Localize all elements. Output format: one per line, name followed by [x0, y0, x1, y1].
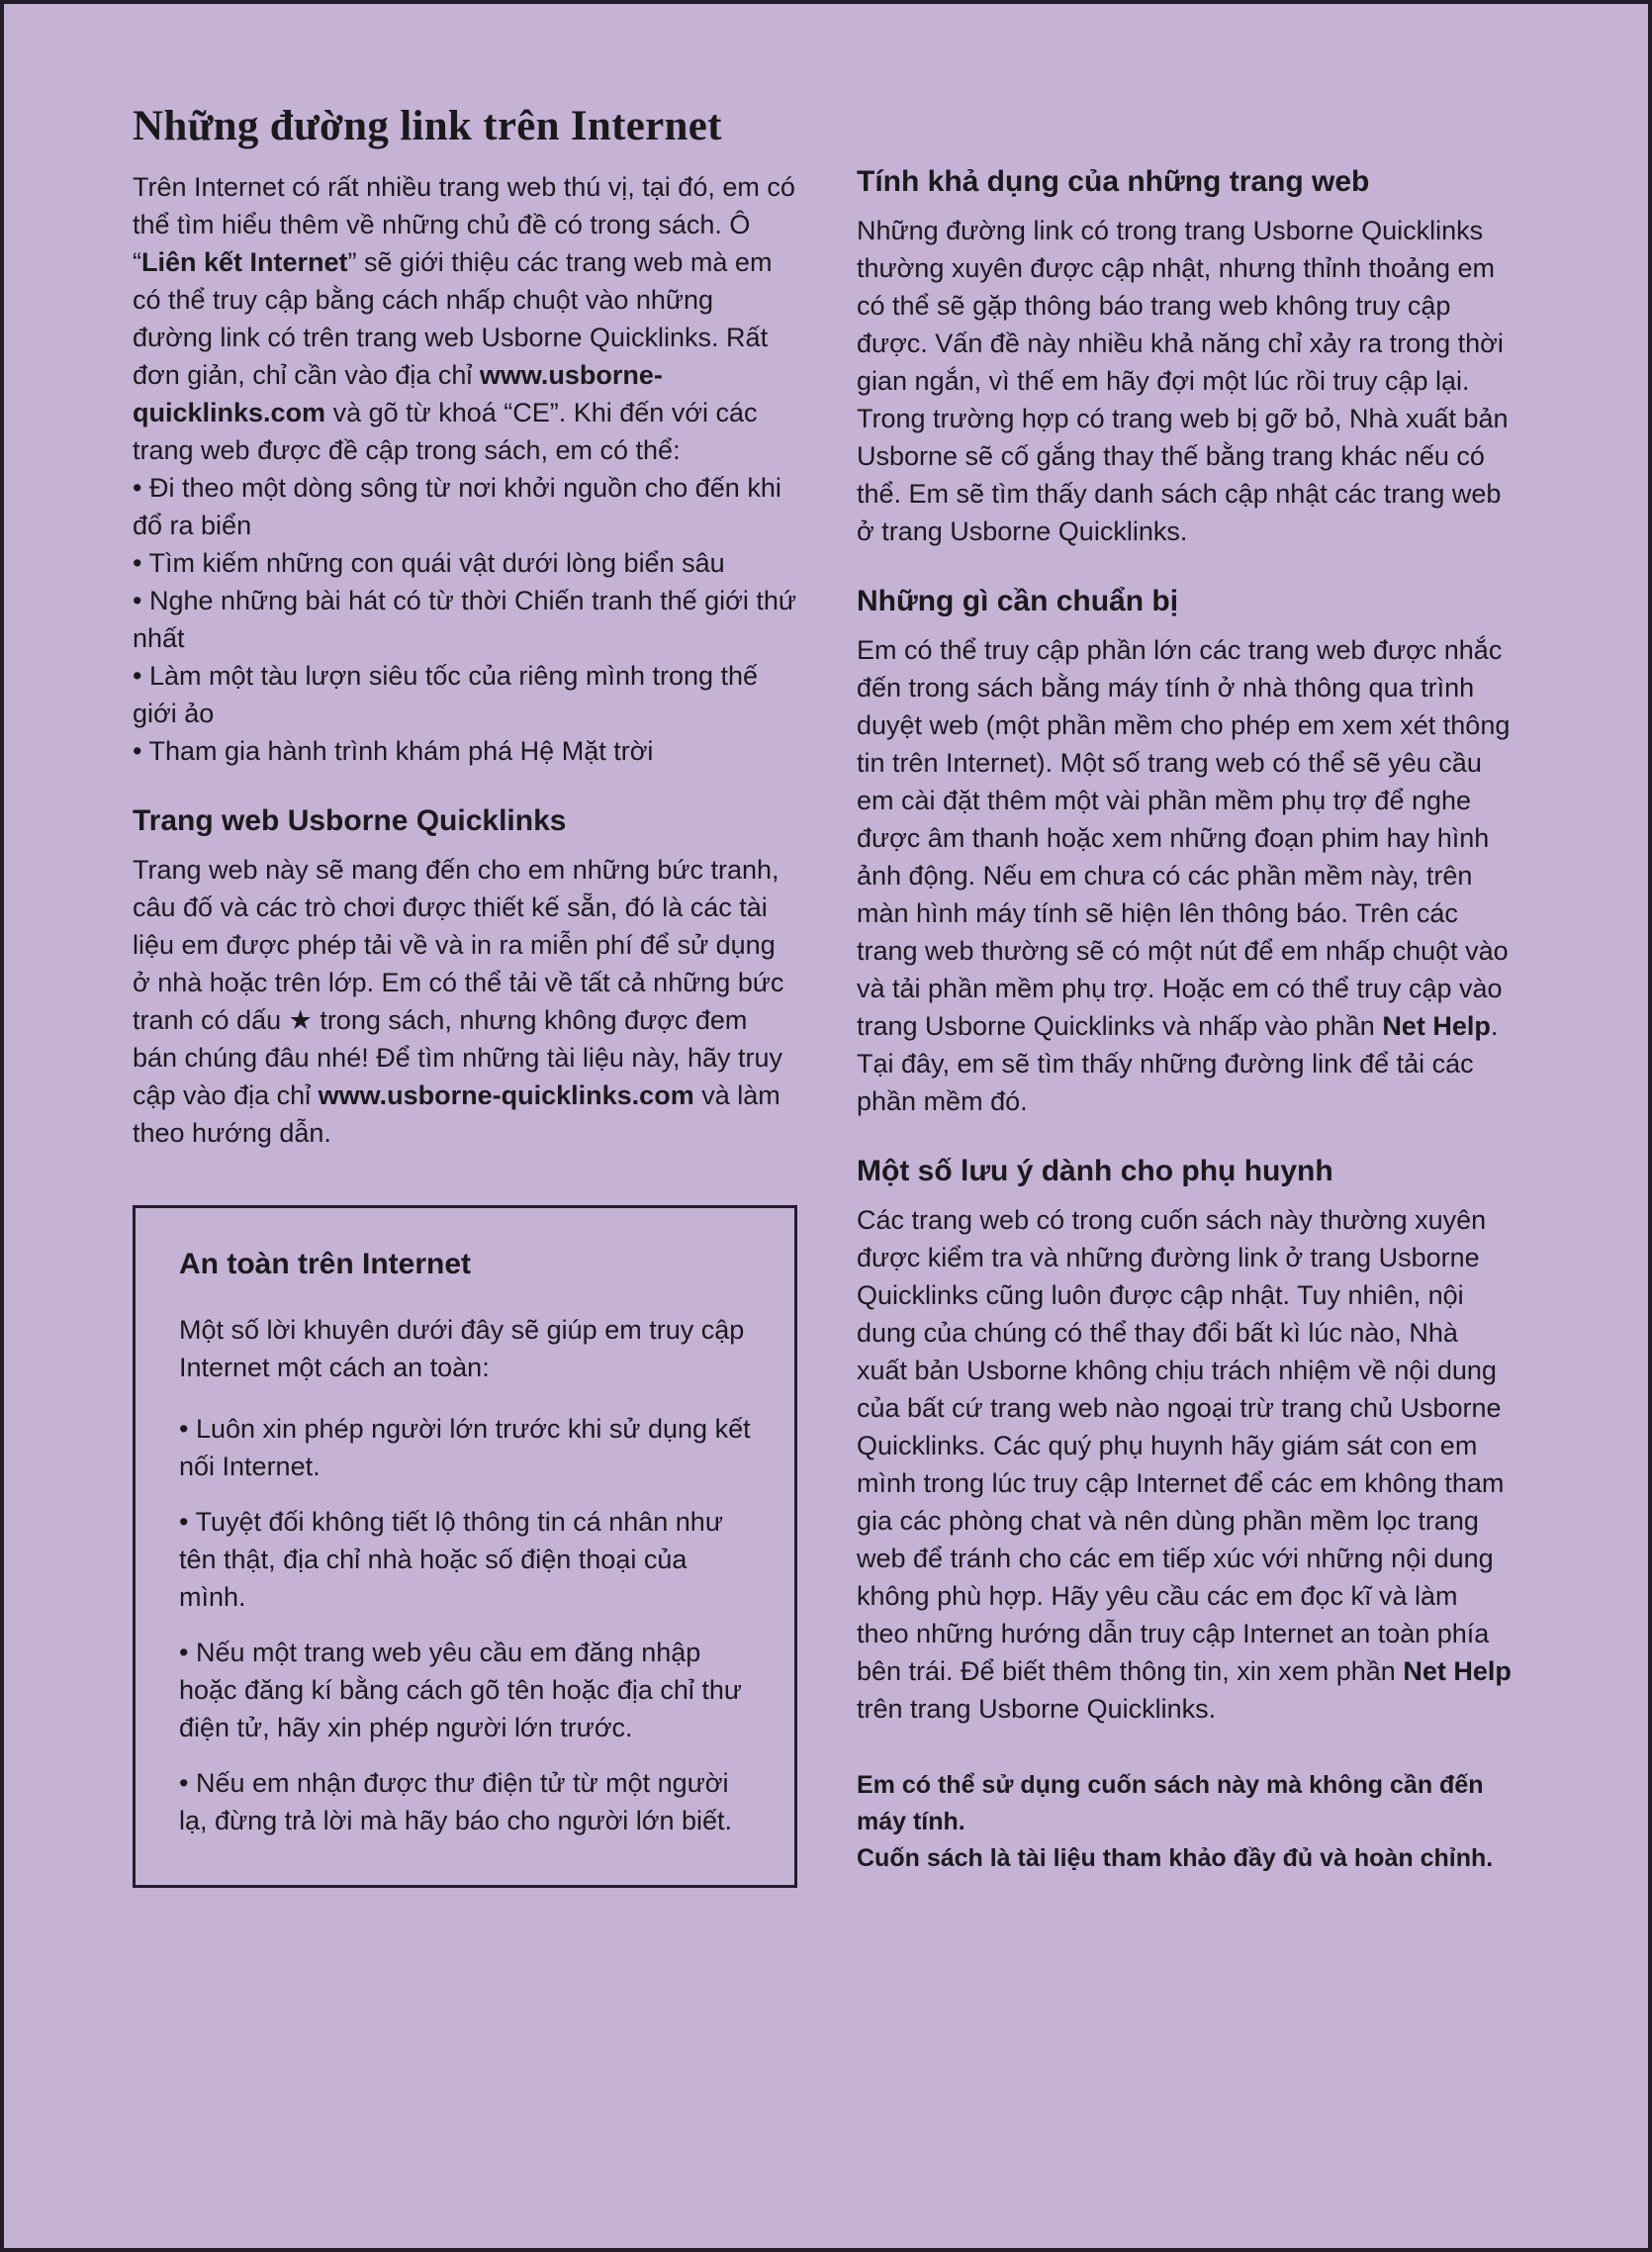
section-heading: Tính khả dụng của những trang web: [857, 165, 1370, 198]
text-segment: . Tại đây, em sẽ tìm thấy những đường link để tải các phần mềm đó.: [857, 1011, 1499, 1116]
section-paragraph: [857, 212, 1514, 550]
text-segment: Những đường link có trong trang Usborne Quicklinks thường xuyên được cập nhật, nhưng thỉnh thoảng em có thể sẽ gặp thông báo trang web không truy cập được. Vấn đề này nhiều khả năng chỉ xảy ra trong thời gian ngắn, vì thế em hãy đợi một lúc rồi truy cập lại. Trong trường hợp có trang web bị gỡ bỏ, Nhà xuất bản Usborne sẽ cố gắng thay thế bằng trang khác nếu có thể. Em sẽ tìm thấy danh sách cập nhật các trang web ở trang Usborne Quicklinks.: [857, 216, 1509, 546]
bold-text: Net Help: [1403, 1656, 1512, 1686]
bullet-item: • Làm một tàu lượn siêu tốc của riêng mình trong thế giới ảo: [133, 661, 759, 729]
bullet-item: • Nghe những bài hát có từ thời Chiến tranh thế giới thứ nhất: [133, 586, 796, 654]
bold-text: www.usborne-quicklinks.com: [133, 360, 663, 428]
safety-box: [133, 1205, 797, 1888]
section-heading: Những gì cần chuẩn bị: [857, 585, 1179, 617]
section-paragraph: [857, 631, 1514, 1120]
footer-line: Em có thể sử dụng cuốn sách này mà không cần đến máy tính.: [857, 1771, 1484, 1835]
bullet-item: • Tìm kiếm những con quái vật dưới lòng biển sâu: [133, 548, 725, 579]
bold-text: Net Help: [1382, 1011, 1491, 1041]
text-segment: Trên Internet có rất nhiều trang web thú vị, tại đó, em có thể tìm hiểu thêm về những chủ đề có trong sách. Ô “: [133, 172, 795, 278]
right-sections: [857, 164, 1514, 1728]
intro-bullet-list: [133, 469, 797, 770]
text-segment: Các trang web có trong cuốn sách này thường xuyên được kiểm tra và những đường link ở trang Usborne Quicklinks cũng luôn được cập nhật. Tuy nhiên, nội dung của chúng có thể thay đổi bất kì lúc nào, Nhà xuất bản Usborne không chịu trách nhiệm về nội dung của bất cứ trang web nào ngoại trừ trang chủ Usborne Quicklinks. Các quý phụ huynh hãy giám sát con em mình trong lúc truy cập Internet để các em không tham gia các phòng chat và nên dùng phần mềm lọc trang web để tránh cho các em tiếp xúc với những nội dung không phù hợp. Hãy yêu cầu các em đọc kĩ và làm theo những hướng dẫn truy cập Internet an toàn phía bên trái. Để biết thêm thông tin, xin xem phần: [857, 1205, 1505, 1686]
safety-bullet-list: [179, 1410, 753, 1839]
section-heading: Một số lưu ý dành cho phụ huynh: [857, 1155, 1333, 1187]
page-title: Những đường link trên Internet: [133, 103, 722, 149]
right-footer: [857, 1767, 1514, 1877]
right-column: [857, 103, 1514, 1877]
bullet-item: • Đi theo một dòng sông từ nơi khởi nguồn cho đến khi đổ ra biển: [133, 473, 781, 541]
text-segment: và gõ từ khoá “CE”. Khi đến với các trang web được đề cập trong sách, em có thể:: [133, 398, 758, 466]
safety-box-intro: Một số lời khuyên dưới đây sẽ giúp em truy cập Internet một cách an toàn:: [179, 1315, 745, 1383]
section-paragraph: [857, 1201, 1514, 1728]
bullet-item: • Tham gia hành trình khám phá Hệ Mặt trời: [133, 736, 654, 767]
text-segment: ” sẽ giới thiệu các trang web mà em có thể truy cập bằng cách nhấp chuột vào những đường link có trên trang web Usborne Quicklinks. Rất đơn giản, chỉ cần vào địa chỉ: [133, 247, 773, 391]
quicklinks-heading: Trang web Usborne Quicklinks: [133, 804, 567, 838]
safety-bullet-item: • Tuyệt đối không tiết lộ thông tin cá nhân như tên thật, địa chỉ nhà hoặc số điện thoại của mình.: [179, 1507, 723, 1613]
text-segment: trên trang Usborne Quicklinks.: [857, 1694, 1217, 1724]
footer-line: Cuốn sách là tài liệu tham khảo đầy đủ và hoàn chỉnh.: [857, 1844, 1494, 1872]
intro-paragraph: [133, 168, 797, 469]
bold-text: www.usborne-quicklinks.com: [318, 1080, 694, 1111]
text-segment: và làm theo hướng dẫn.: [133, 1080, 780, 1149]
text-segment: Trang web này sẽ mang đến cho em những bức tranh, câu đố và các trò chơi được thiết kế sẵn, đó là các tài liệu em được phép tải về và in ra miễn phí để sử dụng ở nhà hoặc trên lớp. Em có thể tải về tất cả những bức tranh có dấu ★ trong sách, nhưng không được đem bán chúng đâu nhé! Để tìm những tài liệu này, hãy truy cập vào địa chỉ: [133, 855, 784, 1111]
safety-bullet-item: • Nếu một trang web yêu cầu em đăng nhập hoặc đăng kí bằng cách gõ tên hoặc địa chỉ thư điện tử, hãy xin phép người lớn trước.: [179, 1638, 742, 1743]
text-segment: Em có thể truy cập phần lớn các trang web được nhắc đến trong sách bằng máy tính ở nhà thông qua trình duyệt web (một phần mềm cho phép em xem xét thông tin trên Internet). Một số trang web có thể sẽ yêu cầu em cài đặt thêm một vài phần mềm phụ trợ để nghe được âm thanh hoặc xem những đoạn phim hay hình ảnh động. Nếu em chưa có các phần mềm này, trên màn hình máy tính sẽ hiện lên thông báo. Trên các trang web thường sẽ có một nút để em nhấp chuột vào và tải phần mềm phụ trợ. Hoặc em có thể truy cập vào trang Usborne Quicklinks và nhấp vào phần: [857, 635, 1511, 1041]
safety-box-title: An toàn trên Internet: [179, 1248, 472, 1281]
left-column: [133, 103, 797, 1888]
safety-bullet-item: • Nếu em nhận được thư điện tử từ một người lạ, đừng trả lời mà hãy báo cho người lớn biết.: [179, 1768, 733, 1836]
bold-text: Liên kết Internet: [141, 247, 348, 278]
quicklinks-paragraph: [133, 851, 797, 1152]
safety-bullet-item: • Luôn xin phép người lớn trước khi sử dụng kết nối Internet.: [179, 1414, 751, 1482]
columns: [4, 4, 1648, 1888]
